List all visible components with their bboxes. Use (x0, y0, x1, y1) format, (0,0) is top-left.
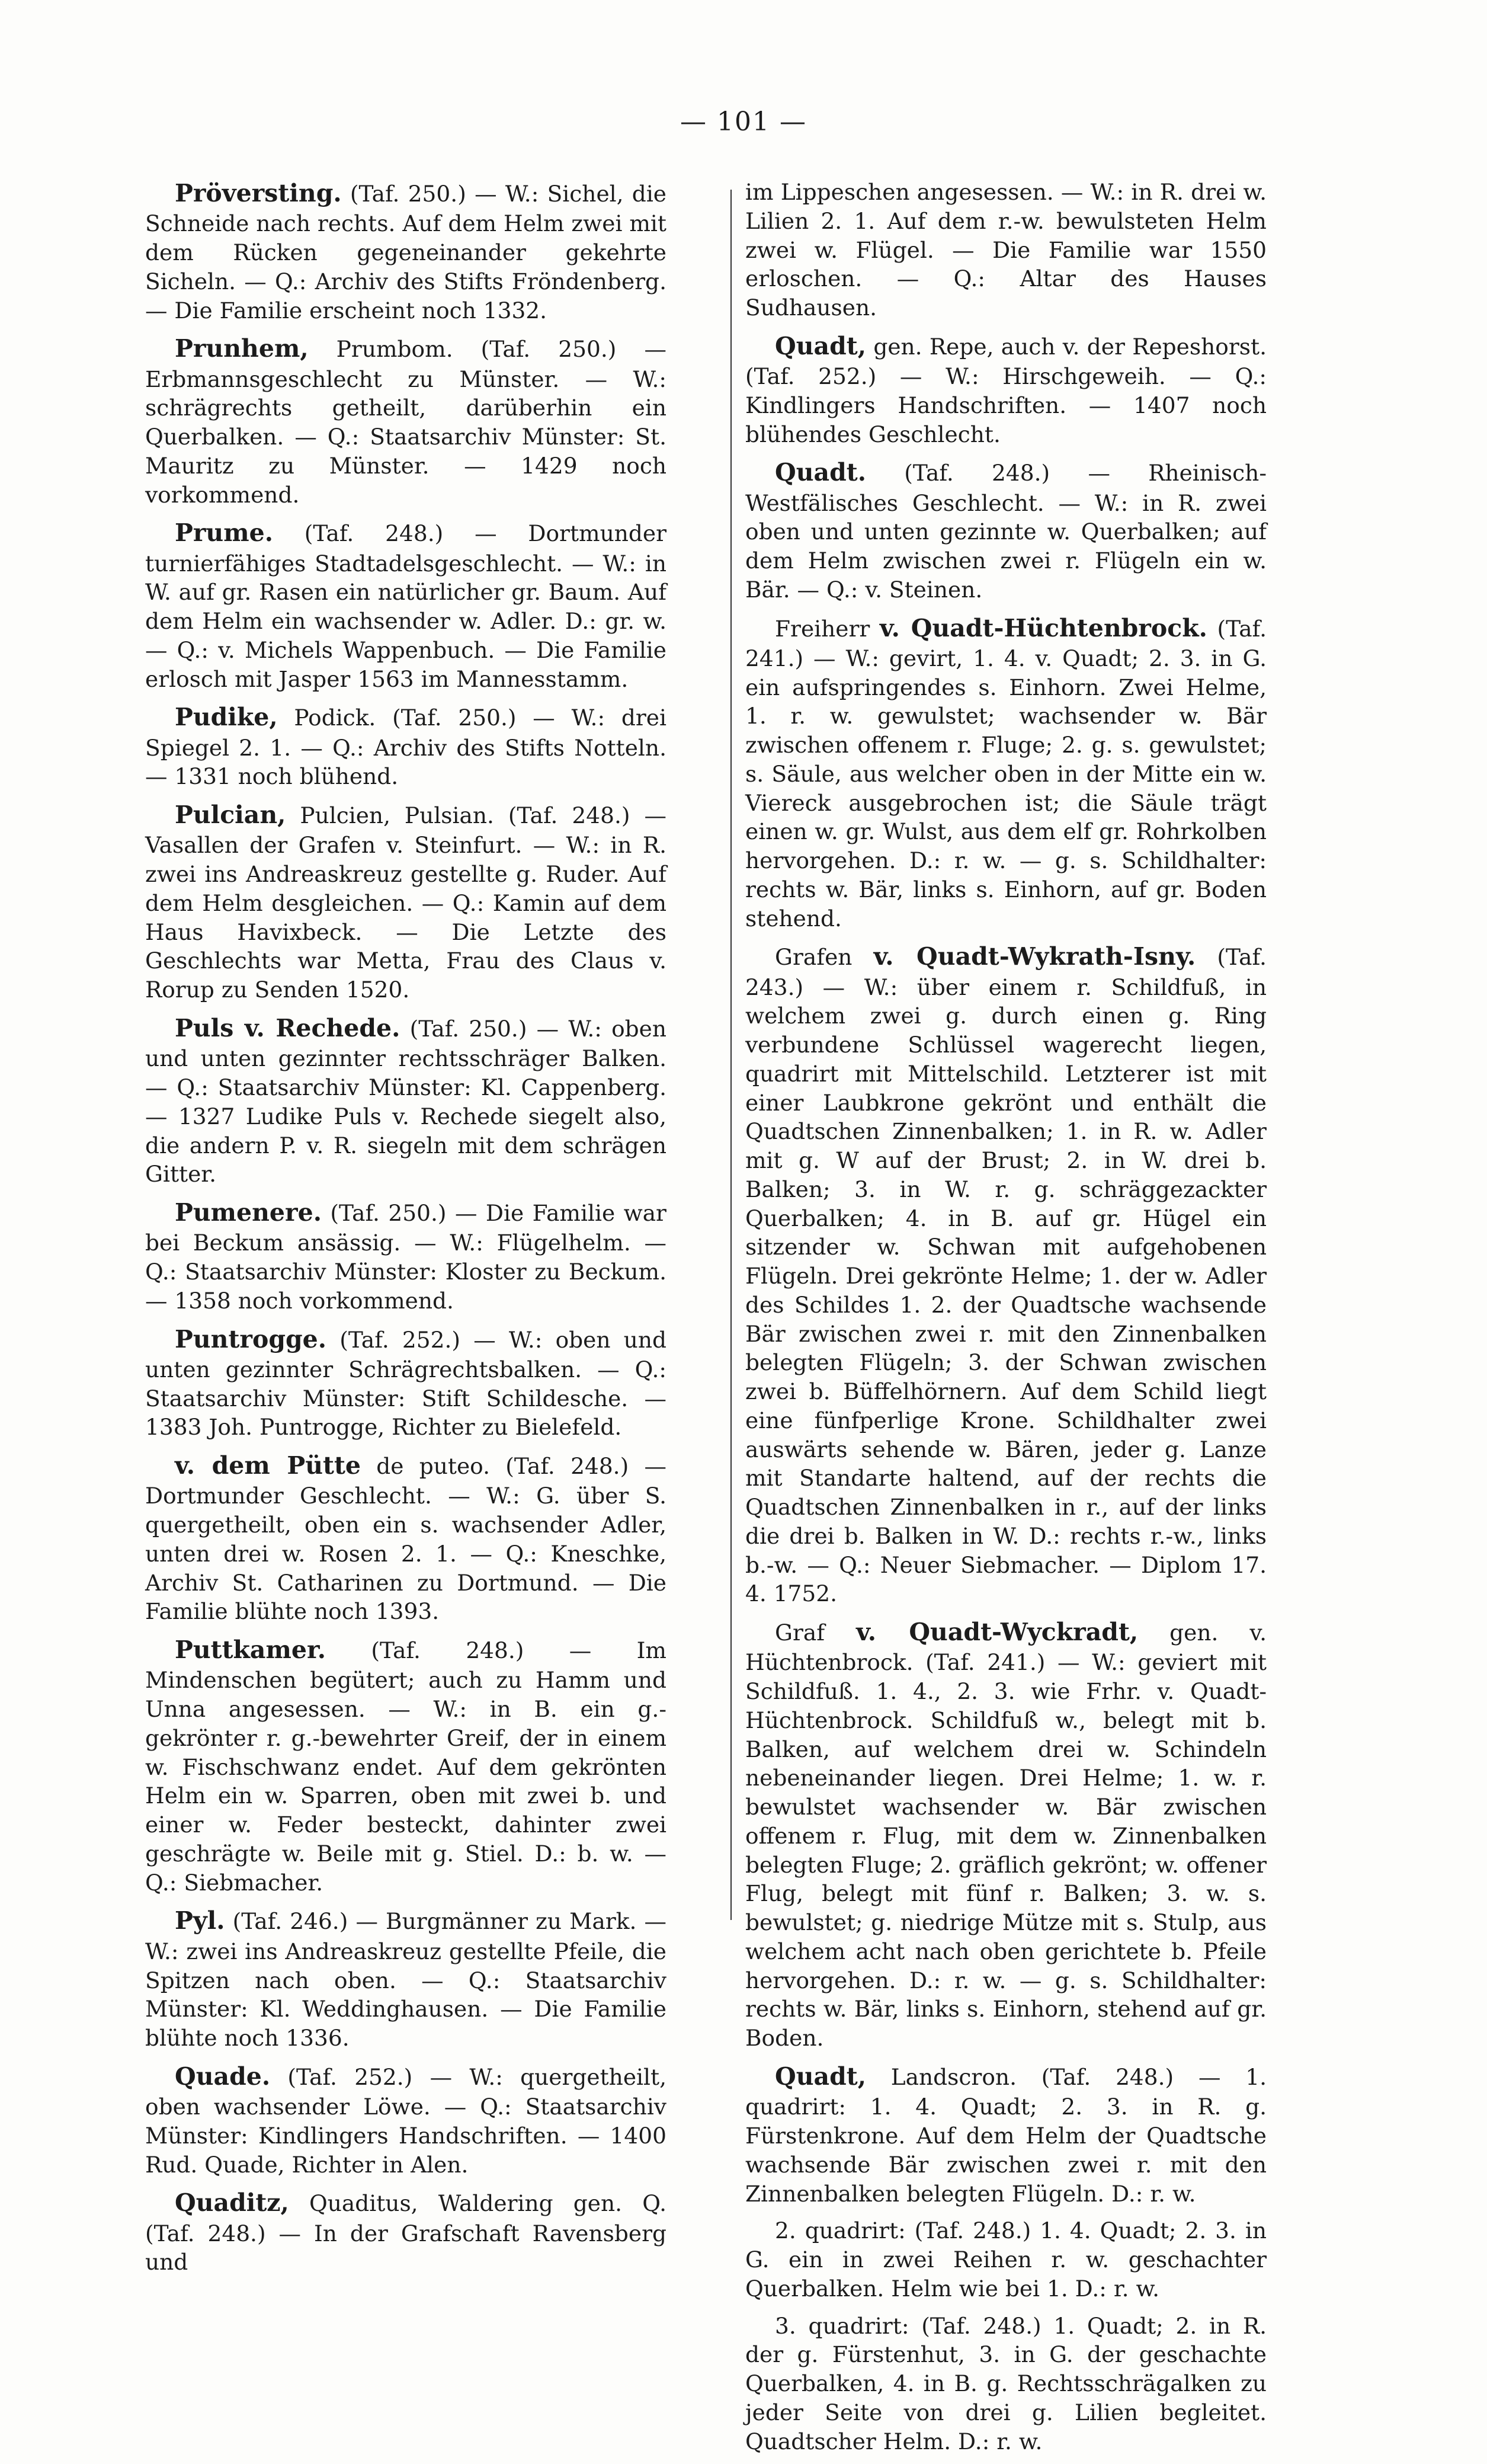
page-number: — 101 — (680, 107, 807, 137)
dictionary-entry (145, 517, 666, 693)
entry-text: (Taf. 252.) — W.: oben und unten gezinnter Schrägrechtsbalken. — Q.: Staatsarchiv Münster: Stift Schildesche. — 1383 Joh. Puntrogge, Richter zu Bielefeld. (145, 1326, 666, 1441)
entry-headword: Puntrogge. (175, 1324, 327, 1353)
entry-text: (Taf. 248.) — Dortmunder turnierfähiges Stadtadelsgeschlecht. — W.: in W. auf gr. Rasen ein natürlicher gr. Baum. Auf dem Helm ein wachsender w. Adler. D.: gr. w. — Q.: v. Michels Wappenbuch. — Die Familie erlosch mit Jasper 1563 im Mannesstamm. (145, 520, 666, 692)
dictionary-entry (745, 2061, 1267, 2208)
entry-headword: Prume. (175, 519, 273, 548)
dictionary-entry (745, 331, 1267, 449)
dictionary-entry (745, 1617, 1267, 2053)
dictionary-entry (145, 2061, 666, 2180)
dictionary-entry (145, 1324, 666, 1442)
entry-text: (Taf. 241.) — W.: gevirt, 1. 4. v. Quadt; 2. 3. in G. ein aufspringendes s. Einhorn. Zwei Helme, 1. r. w. gewulstet; wachsender w. Bär zwischen offenem r. Fluge; 2. g. s. gewulstet; s. Säule, aus welcher oben in der Mitte ein w. Viereck ausgebrochen ist; die Säule trägt einen w. gr. Wulst, aus dem elf gr. Rohrkolben hervorgehen. D.: r. w. — g. s. Schildhalter: rechts w. Bär, links s. Einhorn, auf gr. Boden stehend. (745, 615, 1267, 932)
entry-headword: Quadt, (775, 331, 866, 360)
dictionary-entry (145, 702, 666, 791)
entry-text: Prumbom. (Taf. 250.) — Erbmannsgeschlecht zu Münster. — W.: schrägrechts getheilt, darüberhin ein Querbalken. — Q.: Staatsarchiv Münster: St. Mauritz zu Münster. — 1429 noch vorkommend. (145, 336, 666, 508)
column-divider (730, 190, 732, 1920)
entry-headword: v. Quadt-Hüchtenbrock. (879, 613, 1207, 642)
entry-text: (Taf. 250.) — W.: Sichel, die Schneide nach rechts. Auf dem Helm zwei mit dem Rücken gegeneinander gekehrte Sicheln. — Q.: Archiv des Stifts Fröndenberg. — Die Familie erscheint noch 1332. (145, 181, 666, 324)
entry-text: 3. quadrirt: (Taf. 248.) 1. Quadt; 2. in R. der g. Fürstenhut, 3. in G. der geschachte Querbalken, 4. in B. g. Rechtsschrägalken zu jeder Seite von drei g. Lilien begleitet. Quadtscher Helm. D.: r. w. (745, 2312, 1267, 2455)
entry-headword: Quade. (175, 2062, 271, 2091)
entry-headword: Pyl. (175, 1906, 225, 1935)
dictionary-entry (145, 1013, 666, 1189)
dictionary-entry (745, 613, 1267, 933)
entry-text: gen. v. Hüchtenbrock. (Taf. 241.) — W.: geviert mit Schildfuß. 1. 4., 2. 3. wie Frhr. v. Quadt-Hüchtenbrock. Schildfuß w., belegt mit b. Balken, auf welchem drei w. Schindeln nebeneinander liegen. Drei Helme; 1. w. r. bewulstet wachsender w. Bär zwischen offenem r. Flug, mit dem w. Zinnenbalken belegten Fluge; 2. gräflich gekrönt; w. offener Flug, belegt mit fünf r. Balken; 3. w. s. bewulstet; g. niedrige Mütze mit s. Stulp, aus welchem acht nach oben gerichtete b. Pfeile hervorgehen. D.: r. w. — g. s. Schildhalter: rechts w. Bär, links s. Einhorn, stehend auf gr. Boden. (745, 1620, 1267, 2052)
entry-text: (Taf. 248.) — Rheinisch-Westfälisches Geschlecht. — W.: in R. zwei oben und unten gezinnte w. Querbalken; auf dem Helm zwischen zwei r. Flügeln ein w. Bär. — Q.: v. Steinen. (745, 460, 1267, 603)
dictionary-entry (145, 333, 666, 509)
dictionary-entry (745, 457, 1267, 604)
entry-headword: Pröversting. (175, 179, 342, 207)
entry-prefix: Graf (775, 1620, 857, 1646)
entry-text: gen. Repe, auch v. der Repeshorst. (Taf. 252.) — W.: Hirschgeweih. — Q.: Kindlingers Handschriften. — 1407 noch blühendes Geschlecht. (745, 333, 1267, 447)
dictionary-entry (745, 178, 1267, 322)
dictionary-entry (145, 799, 666, 1004)
entry-headword: Quaditz, (175, 2188, 289, 2217)
dictionary-entry (145, 1450, 666, 1626)
entry-text: Landscron. (Taf. 248.) — 1. quadrirt: 1. 4. Quadt; 2. 3. in R. g. Fürstenkrone. Auf dem Helm der Quadtsche wachsende Bär zwischen zwei r. mit den Zinnenbalken belegten Flügeln. D.: r. w. (745, 2063, 1267, 2207)
entry-headword: Quadt, (775, 2062, 866, 2091)
dictionary-entry (145, 1197, 666, 1316)
entry-prefix: Grafen (775, 944, 874, 971)
entry-headword: Prunhem, (175, 334, 309, 363)
entry-prefix: Freiherr (775, 615, 880, 642)
entry-text: Pulcien, Pulsian. (Taf. 248.) — Vasallen der Grafen v. Steinfurt. — W.: in R. zwei ins Andreaskreuz gestellte g. Ruder. Auf dem Helm desgleichen. — Q.: Kamin auf dem Haus Havixbeck. — Die Letzte des Geschlechts war Metta, Frau des Claus v. Rorup zu Senden 1520. (145, 802, 666, 1003)
entry-headword: Puttkamer. (175, 1636, 326, 1665)
dictionary-entry (745, 2312, 1267, 2456)
entry-headword: Pulcian, (175, 801, 286, 830)
left-column (145, 178, 666, 2285)
dictionary-entry (145, 1905, 666, 2052)
entry-text: (Taf. 248.) — Im Mindenschen begütert; auch zu Hamm und Unna angesessen. — W.: in B. ein g.-gekrönter r. g.-bewehrter Greif, der in einem w. Fischschwanz endet. Auf dem gekrönten Helm ein w. Sparren, oben mit zwei b. und einer w. Feder besteckt, dahinter zwei geschrägte w. Beile mit g. Stiel. D.: b. w. — Q.: Siebmacher. (145, 1637, 666, 1896)
dictionary-entry (145, 2187, 666, 2277)
entry-text: (Taf. 250.) — W.: oben und unten gezinnter rechtsschräger Balken. — Q.: Staatsarchiv Münster: Kl. Cappenberg. — 1327 Ludike Puls v. Rechede siegelt also, die andern P. v. R. siegeln mit dem schrägen Gitter. (145, 1015, 666, 1188)
entry-headword: Pumenere. (175, 1198, 322, 1227)
entry-headword: v. Quadt-Wykrath-Isny. (873, 942, 1196, 971)
entry-text: (Taf. 243.) — W.: über einem r. Schildfuß, in welchem zwei g. durch einen g. Ring verbundene Schlüssel wagerecht liegen, quadrirt mit Mittelschild. Letzterer ist mit einer Laubkrone gekrönt und enthält die Quadtschen Zinnenbalken; 1. in R. w. Adler mit g. W auf der Brust; 2. in W. drei b. Balken; 3. in W. r. g. schräggezackter Querbalken; 4. in B. auf gr. Hügel ein sitzender w. Schwan mit aufgehobenen Flügeln. Drei gekrönte Helme; 1. der w. Adler des Schildes 1. 2. der Quadtsche wachsende Bär zwischen zwei r. mit den Zinnenbalken belegten Flügeln; 3. der Schwan zwischen zwei b. Büffelhörnern. Auf dem Schild liegt eine fünfperlige Krone. Schildhalter zwei auswärts sehende w. Bären, jeder g. Lanze mit Standarte haltend, auf der rechts die Quadtschen Zinnenbalken in r., auf der links die drei b. Balken in W. D.: rechts r.-w., links b.-w. — Q.: Neuer Siebmacher. — Diplom 17. 4. 1752. (745, 944, 1267, 1607)
entry-text: 2. quadrirt: (Taf. 248.) 1. 4. Quadt; 2. 3. in G. ein in zwei Reihen r. w. geschachter Querbalken. Helm wie bei 1. D.: r. w. (745, 2217, 1267, 2302)
right-column (745, 178, 1267, 2464)
entry-text: de puteo. (Taf. 248.) — Dortmunder Geschlecht. — W.: G. über S. quergetheilt, oben ein s. wachsender Adler, unten drei w. Rosen 2. 1. — Q.: Kneschke, Archiv St. Catharinen zu Dortmund. — Die Familie blühte noch 1393. (145, 1453, 667, 1625)
entry-text: Quaditus, Waldering gen. Q. (Taf. 248.) — In der Grafschaft Ravensberg und (145, 2190, 666, 2276)
entry-headword: Quadt. (775, 458, 866, 487)
entry-text: (Taf. 246.) — Burgmänner zu Mark. — W.: zwei ins Andreaskreuz gestellte Pfeile, die Spitzen nach oben. — Q.: Staatsarchiv Münster: Kl. Weddinghausen. — Die Familie blühte noch 1336. (145, 1908, 666, 2052)
entry-headword: v. dem Pütte (175, 1451, 361, 1480)
entry-headword: v. Quadt-Wyckradt, (856, 1618, 1139, 1647)
dictionary-entry (745, 941, 1267, 1608)
entry-text: im Lippeschen angesessen. — W.: in R. drei w. Lilien 2. 1. Auf dem r.-w. bewulsteten Helm zwei w. Flügel. — Die Familie war 1550 erloschen. — Q.: Altar des Hauses Sudhausen. (745, 179, 1267, 321)
dictionary-entry (145, 1634, 666, 1897)
entry-headword: Puls v. Rechede. (175, 1013, 400, 1042)
dictionary-entry (745, 2216, 1267, 2303)
entry-text: Podick. (Taf. 250.) — W.: drei Spiegel 2. 1. — Q.: Archiv des Stifts Notteln. — 1331 noch blühend. (145, 705, 666, 790)
entry-text: (Taf. 252.) — W.: quergetheilt, oben wachsender Löwe. — Q.: Staatsarchiv Münster: Kindlingers Handschriften. — 1400 Rud. Quade, Richter in Alen. (145, 2063, 666, 2178)
entry-headword: Pudike, (175, 703, 278, 732)
dictionary-entry (145, 178, 666, 325)
entry-text: (Taf. 250.) — Die Familie war bei Beckum ansässig. — W.: Flügelhelm. — Q.: Staatsarchiv Münster: Kloster zu Beckum. — 1358 noch vorkommend. (145, 1200, 666, 1314)
